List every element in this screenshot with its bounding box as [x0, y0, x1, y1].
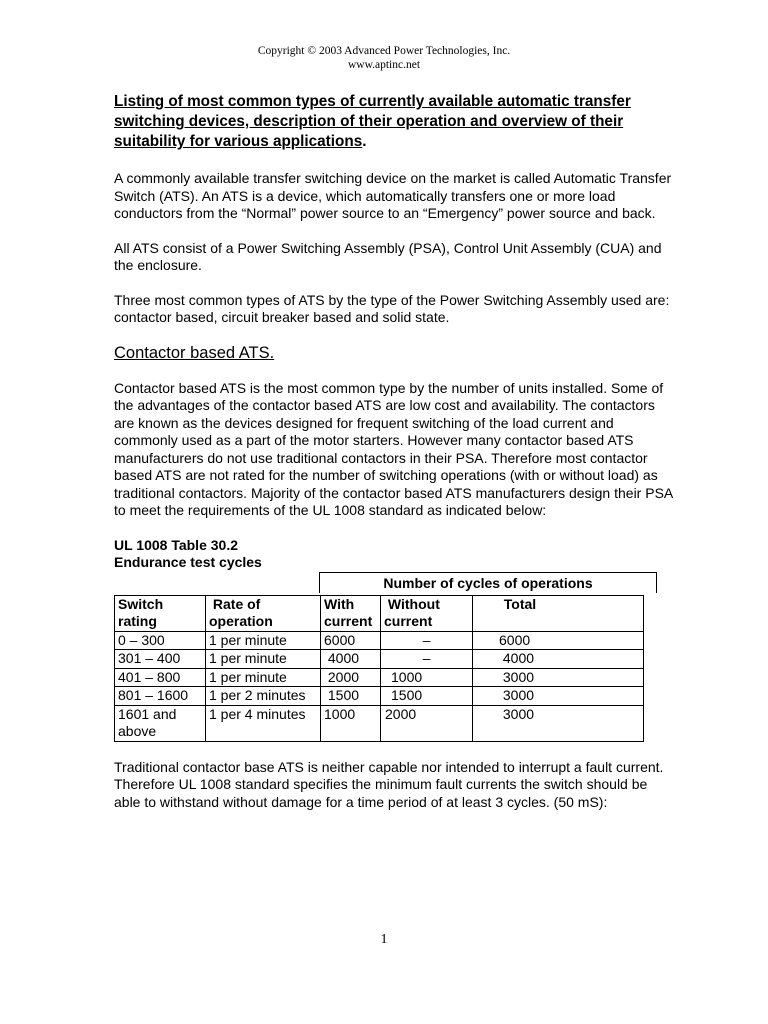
- types-paragraph: Three most common types of ATS by the type of the Power Switching Assembly used are: contactor based, circuit breaker based and solid state.: [114, 291, 670, 325]
- consist-paragraph: All ATS consist of a Power Switching Assembly (PSA), Control Unit Assembly (CUA) and the enclosure.: [114, 239, 662, 273]
- table-row: 401 – 800 1 per minute 2000 1000 3000: [115, 668, 644, 687]
- header-with-current: With current: [321, 595, 381, 631]
- table-header-row: [115, 595, 644, 631]
- intro-paragraph: A commonly available transfer switching device on the market is called Automatic Transfer Switch (ATS). An ATS is a device, which automatically transfers one or more load conductors from the “Normal” power source to an “Emergency” power source and back.: [114, 170, 672, 221]
- table-row: 801 – 1600 1 per 2 minutes 1500 1500 3000: [115, 687, 644, 706]
- website-line: www.aptinc.net: [347, 59, 421, 71]
- contactor-paragraph: Contactor based ATS is the most common type by the number of units installed. Some of the advantages of the contactor based ATS are low cost and availability. The contactors are known as the devices designed for frequent switching of the load current and commonly used as a part of the motor starters. However many contactor based ATS manufacturers do not use traditional contactors in their PSA. Therefore most contactor based ATS are not rated for the number of switching operations (with or without load) as traditional contactors. Majority of the contactor based ATS manufacturers design their PSA to meet the requirements of the UL 1008 standard as indicated below:: [114, 379, 673, 518]
- header-switch-rating: Switch rating: [115, 595, 206, 631]
- section-heading: Contactor based ATS.: [114, 343, 275, 362]
- document-title: Listing of most common types of currently available automatic transfer switching devices, description of their operation and overview of their suitability for various applications.: [114, 93, 631, 150]
- page-header: [0, 44, 768, 72]
- header-without-current: Without current: [381, 595, 473, 631]
- header-total: Total: [473, 595, 644, 631]
- traditional-paragraph: Traditional contactor base ATS is neither capable nor intended to interrupt a fault current. Therefore UL 1008 standard specifies the minimum fault currents the switch should be able to withstand without damage for a time period of at least 3 cycles. (50 mS):: [114, 758, 664, 810]
- header-rate: Rate of operation: [206, 595, 321, 631]
- table-caption: UL 1008 Table 30.2 Endurance test cycles: [114, 536, 262, 570]
- document-body: [114, 92, 674, 811]
- endurance-table: [114, 595, 674, 742]
- copyright-line: Copyright © 2003 Advanced Power Technologies, Inc.: [257, 45, 511, 57]
- table-group-header: Number of cycles of operations: [114, 572, 674, 595]
- page-number: 1: [380, 932, 388, 947]
- table-row: 301 – 400 1 per minute 4000 – 4000: [115, 650, 644, 669]
- table-row: 0 – 300 1 per minute 6000 – 6000: [115, 631, 644, 650]
- table-row: 1601 and above 1 per 4 minutes 1000 2000 3000: [115, 705, 644, 741]
